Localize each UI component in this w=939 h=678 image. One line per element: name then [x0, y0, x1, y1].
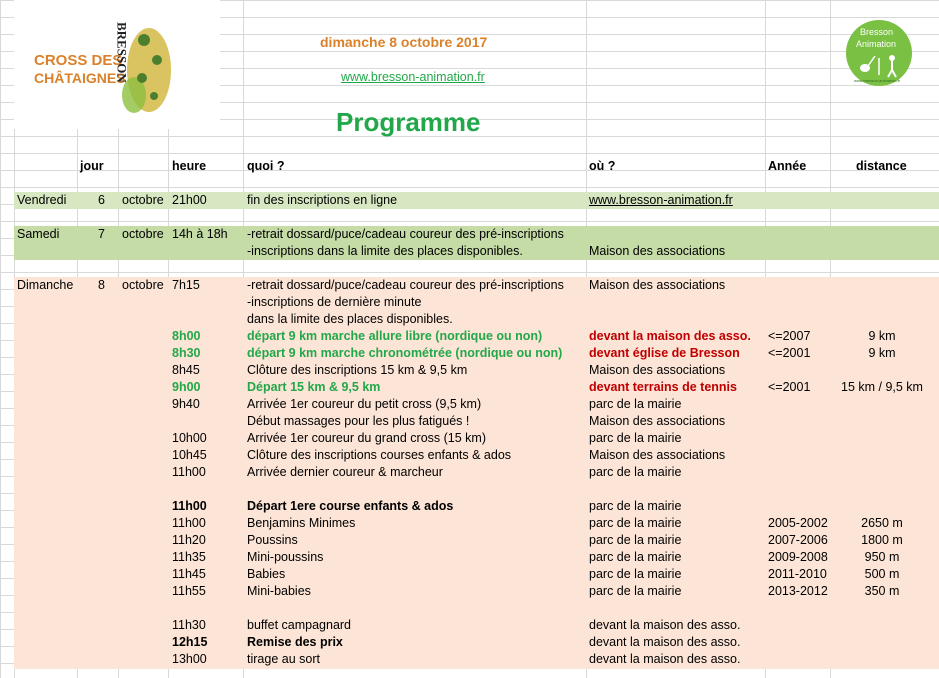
- cell-month[interactable]: [122, 430, 166, 447]
- cell-day[interactable]: [17, 532, 75, 549]
- cell-year[interactable]: [768, 243, 830, 260]
- cell-num[interactable]: [82, 532, 105, 549]
- cell-month[interactable]: [122, 566, 166, 583]
- cell-what[interactable]: tirage au sort: [247, 652, 320, 666]
- cell-time[interactable]: 8h00: [172, 329, 201, 343]
- cell-what[interactable]: buffet campagnard: [247, 618, 352, 632]
- cell-day[interactable]: [17, 430, 75, 447]
- svg-text:Bresson: Bresson: [860, 27, 894, 37]
- cell-dist[interactable]: [830, 243, 934, 260]
- cell-dist[interactable]: [830, 617, 934, 634]
- cell-where[interactable]: [589, 600, 765, 617]
- cell-year[interactable]: <=2001: [768, 380, 811, 394]
- cell-dist[interactable]: [830, 634, 934, 651]
- cell-num[interactable]: 7: [98, 227, 105, 241]
- cell-time[interactable]: 11h00: [172, 465, 206, 479]
- cell-dist[interactable]: 9 km: [868, 329, 896, 343]
- cell-time[interactable]: 8h30: [172, 346, 201, 360]
- cell-day[interactable]: [17, 243, 75, 260]
- cell-dist[interactable]: [830, 226, 934, 243]
- cell-num[interactable]: [82, 413, 105, 430]
- cell-time[interactable]: 9h00: [172, 380, 201, 394]
- cell-dist[interactable]: 350 m: [864, 584, 900, 598]
- cell-what[interactable]: Début massages pour les plus fatigués !: [247, 414, 470, 428]
- cell-what[interactable]: -inscriptions dans la limite des places disponibles.: [247, 244, 523, 258]
- cell-year[interactable]: [768, 430, 830, 447]
- svg-text:www.bresson-animation.fr: www.bresson-animation.fr: [854, 78, 901, 83]
- cell-dist[interactable]: 15 km / 9,5 km: [841, 380, 923, 394]
- cell-dist[interactable]: 500 m: [864, 567, 900, 581]
- cell-month[interactable]: [122, 328, 166, 345]
- cell-where[interactable]: devant terrains de tennis: [589, 380, 737, 394]
- cell-where[interactable]: parc de la mairie: [589, 465, 682, 479]
- col-header-jour: jour: [80, 159, 104, 173]
- cell-where[interactable]: parc de la mairie: [589, 533, 682, 547]
- cell-where[interactable]: www.bresson-animation.fr: [589, 193, 733, 207]
- cell-time[interactable]: 11h00: [172, 516, 206, 530]
- cell-year[interactable]: [768, 464, 830, 481]
- cell-year[interactable]: [768, 226, 830, 243]
- cell-year[interactable]: [768, 277, 830, 294]
- cell-month[interactable]: [122, 481, 166, 498]
- cell-what[interactable]: départ 9 km marche allure libre (nordique ou non): [247, 329, 543, 343]
- cell-year[interactable]: [768, 413, 830, 430]
- cell-where[interactable]: Maison des associations: [589, 363, 726, 377]
- cell-where[interactable]: [589, 311, 765, 328]
- cell-time[interactable]: 21h00: [172, 193, 207, 207]
- cell-where[interactable]: devant la maison des asso.: [589, 329, 751, 343]
- cell-num[interactable]: [82, 430, 105, 447]
- cell-num[interactable]: [82, 583, 105, 600]
- cell-day[interactable]: Vendredi: [17, 193, 67, 207]
- cell-dist[interactable]: 9 km: [868, 346, 896, 360]
- cell-day[interactable]: Dimanche: [17, 278, 74, 292]
- cell-num[interactable]: [82, 243, 105, 260]
- cell-where[interactable]: Maison des associations: [589, 244, 726, 258]
- cell-year[interactable]: [768, 481, 830, 498]
- cell-where[interactable]: parc de la mairie: [589, 397, 682, 411]
- cell-time[interactable]: 11h30: [172, 618, 206, 632]
- cell-what[interactable]: Babies: [247, 567, 286, 581]
- cell-day[interactable]: [17, 464, 75, 481]
- cell-time[interactable]: [172, 481, 242, 498]
- cell-time[interactable]: [172, 294, 242, 311]
- cell-time[interactable]: 14h à 18h: [172, 227, 228, 241]
- cross-logo-image: [14, 0, 220, 129]
- cell-dist[interactable]: [830, 430, 934, 447]
- cell-time[interactable]: 11h00: [172, 499, 207, 513]
- cell-where[interactable]: devant la maison des asso.: [589, 618, 741, 632]
- cell-what[interactable]: -retrait dossard/puce/cadeau coureur des pré-inscriptions: [247, 227, 564, 241]
- cell-day[interactable]: [17, 498, 75, 515]
- cell-year[interactable]: 2009-2008: [768, 550, 828, 564]
- cell-what[interactable]: Arrivée dernier coureur & marcheur: [247, 465, 443, 479]
- cell-year[interactable]: [768, 617, 830, 634]
- cell-time[interactable]: 13h00: [172, 652, 207, 666]
- cell-time[interactable]: 11h55: [172, 584, 206, 598]
- cell-dist[interactable]: [830, 413, 934, 430]
- col-header-distance: distance: [856, 159, 907, 173]
- cell-month[interactable]: [122, 243, 166, 260]
- cell-num[interactable]: [82, 617, 105, 634]
- cell-num[interactable]: [82, 481, 105, 498]
- cell-year[interactable]: [768, 311, 830, 328]
- cell-month[interactable]: [122, 583, 166, 600]
- cell-year[interactable]: 2007-2006: [768, 533, 828, 547]
- cell-day[interactable]: [17, 345, 75, 362]
- cell-time[interactable]: 9h40: [172, 397, 200, 411]
- cell-day[interactable]: [17, 294, 75, 311]
- cell-month[interactable]: [122, 532, 166, 549]
- cell-dist[interactable]: [830, 396, 934, 413]
- cell-month[interactable]: [122, 396, 166, 413]
- cell-dist[interactable]: [830, 277, 934, 294]
- cell-num[interactable]: [82, 600, 105, 617]
- cell-what[interactable]: Poussins: [247, 533, 298, 547]
- cell-what[interactable]: [247, 600, 585, 617]
- cell-where[interactable]: Maison des associations: [589, 278, 726, 292]
- cell-month[interactable]: [122, 464, 166, 481]
- cell-num[interactable]: [82, 634, 105, 651]
- cell-num[interactable]: [82, 549, 105, 566]
- cell-month[interactable]: octobre: [122, 227, 164, 241]
- cell-time[interactable]: 7h15: [172, 278, 200, 292]
- cell-year[interactable]: 2013-2012: [768, 584, 828, 598]
- cell-day[interactable]: [17, 566, 75, 583]
- website-link[interactable]: www.bresson-animation.fr: [341, 70, 485, 84]
- cell-what[interactable]: Départ 1ere course enfants & ados: [247, 499, 454, 513]
- cell-time[interactable]: 8h45: [172, 363, 200, 377]
- cell-time[interactable]: 10h00: [172, 431, 207, 445]
- cell-dist[interactable]: [830, 600, 934, 617]
- cell-year[interactable]: 2005-2002: [768, 516, 828, 530]
- cell-what[interactable]: Arrivée 1er coureur du petit cross (9,5 km): [247, 397, 482, 411]
- cell-day[interactable]: Samedi: [17, 227, 60, 241]
- cell-day[interactable]: [17, 634, 75, 651]
- cell-time[interactable]: [172, 243, 242, 260]
- cell-month[interactable]: octobre: [122, 193, 164, 207]
- cell-day[interactable]: [17, 515, 75, 532]
- cell-num[interactable]: 6: [98, 193, 105, 207]
- col-header-quoi: quoi ?: [247, 159, 285, 173]
- cell-where[interactable]: parc de la mairie: [589, 567, 682, 581]
- col-header-ou: où ?: [589, 159, 616, 173]
- cell-year[interactable]: [768, 192, 830, 209]
- cell-dist[interactable]: 950 m: [864, 550, 900, 564]
- cell-where[interactable]: [589, 481, 765, 498]
- cell-num[interactable]: [82, 345, 105, 362]
- cell-month[interactable]: [122, 345, 166, 362]
- cross-logo: [14, 0, 220, 129]
- svg-text:CROSS DES: CROSS DES: [34, 52, 123, 69]
- cell-year[interactable]: 2011-2010: [768, 567, 827, 581]
- cell-dist[interactable]: [830, 447, 934, 464]
- cell-dist[interactable]: [830, 481, 934, 498]
- cell-month[interactable]: [122, 311, 166, 328]
- cell-what[interactable]: dans la limite des places disponibles.: [247, 312, 453, 326]
- cell-dist[interactable]: [830, 294, 934, 311]
- cell-where[interactable]: devant la maison des asso.: [589, 635, 741, 649]
- cell-where[interactable]: parc de la mairie: [589, 516, 682, 530]
- cell-day[interactable]: [17, 396, 75, 413]
- cell-month[interactable]: [122, 362, 166, 379]
- cell-what[interactable]: -inscriptions de dernière minute: [247, 295, 422, 309]
- cell-where[interactable]: devant la maison des asso.: [589, 652, 741, 666]
- cell-what[interactable]: Arrivée 1er coureur du grand cross (15 km): [247, 431, 486, 445]
- cell-num[interactable]: [82, 566, 105, 583]
- svg-text:BRESSON: BRESSON: [114, 22, 130, 83]
- cell-what[interactable]: Clôture des inscriptions 15 km & 9,5 km: [247, 363, 468, 377]
- cell-what[interactable]: Mini-babies: [247, 584, 311, 598]
- cell-month[interactable]: [122, 498, 166, 515]
- cell-day[interactable]: [17, 481, 75, 498]
- cell-dist[interactable]: 2650 m: [861, 516, 903, 530]
- svg-text:Animation: Animation: [856, 39, 897, 49]
- cell-what[interactable]: Départ 15 km & 9,5 km: [247, 380, 381, 394]
- cell-day[interactable]: [17, 379, 75, 396]
- cell-month[interactable]: octobre: [122, 278, 164, 292]
- cell-time[interactable]: 11h45: [172, 567, 206, 581]
- cell-dist[interactable]: [830, 464, 934, 481]
- cell-where[interactable]: Maison des associations: [589, 448, 726, 462]
- cell-time[interactable]: 11h35: [172, 550, 206, 564]
- cell-what[interactable]: -retrait dossard/puce/cadeau coureur des pré-inscriptions: [247, 278, 564, 292]
- cell-time[interactable]: [172, 600, 242, 617]
- cell-day[interactable]: [17, 328, 75, 345]
- cell-what[interactable]: Mini-poussins: [247, 550, 324, 564]
- cell-time[interactable]: 11h20: [172, 533, 206, 547]
- svg-text:CHÂTAIGNES: CHÂTAIGNES: [34, 70, 126, 86]
- cell-month[interactable]: [122, 515, 166, 532]
- cell-num[interactable]: [82, 311, 105, 328]
- cell-num[interactable]: [82, 464, 105, 481]
- cell-where[interactable]: [589, 294, 765, 311]
- cell-what[interactable]: [247, 481, 585, 498]
- cell-month[interactable]: [122, 549, 166, 566]
- cell-year[interactable]: [768, 294, 830, 311]
- col-header-heure: heure: [172, 159, 207, 173]
- cell-day[interactable]: [17, 447, 75, 464]
- cell-dist[interactable]: [830, 498, 934, 515]
- cell-where[interactable]: parc de la mairie: [589, 499, 682, 513]
- cell-time[interactable]: [172, 413, 242, 430]
- cell-month[interactable]: [122, 600, 166, 617]
- cell-num[interactable]: [82, 651, 105, 668]
- col-header-annee: Année: [768, 159, 807, 173]
- cell-dist[interactable]: [830, 192, 934, 209]
- cell-dist[interactable]: [830, 362, 934, 379]
- cell-what[interactable]: départ 9 km marche chronométrée (nordique ou non): [247, 346, 563, 360]
- cell-where[interactable]: parc de la mairie: [589, 584, 682, 598]
- cell-year[interactable]: [768, 634, 830, 651]
- cell-month[interactable]: [122, 413, 166, 430]
- cell-what[interactable]: Benjamins Minimes: [247, 516, 356, 530]
- cell-year[interactable]: [768, 651, 830, 668]
- cell-month[interactable]: [122, 379, 166, 396]
- cell-year[interactable]: <=2007: [768, 329, 811, 343]
- event-date: dimanche 8 octobre 2017: [320, 34, 488, 50]
- cell-day[interactable]: [17, 600, 75, 617]
- cell-year[interactable]: [768, 498, 830, 515]
- cell-num[interactable]: [82, 396, 105, 413]
- cell-dist[interactable]: [830, 651, 934, 668]
- cell-day[interactable]: [17, 651, 75, 668]
- cell-num[interactable]: [82, 362, 105, 379]
- cell-year[interactable]: [768, 362, 830, 379]
- cell-year[interactable]: [768, 447, 830, 464]
- cell-where[interactable]: parc de la mairie: [589, 431, 682, 445]
- cell-time[interactable]: 12h15: [172, 635, 208, 649]
- cell-year[interactable]: <=2001: [768, 346, 811, 360]
- cell-num[interactable]: 8: [98, 278, 105, 292]
- cell-what[interactable]: fin des inscriptions en ligne: [247, 193, 398, 207]
- cell-what[interactable]: Clôture des inscriptions courses enfants & ados: [247, 448, 512, 462]
- cell-month[interactable]: [122, 617, 166, 634]
- cell-month[interactable]: [122, 294, 166, 311]
- cell-where[interactable]: Maison des associations: [589, 414, 726, 428]
- cell-num[interactable]: [82, 294, 105, 311]
- cell-year[interactable]: [768, 396, 830, 413]
- cell-num[interactable]: [82, 498, 105, 515]
- cell-time[interactable]: 10h45: [172, 448, 207, 462]
- cell-num[interactable]: [82, 447, 105, 464]
- cell-day[interactable]: [17, 583, 75, 600]
- cell-month[interactable]: [122, 651, 166, 668]
- cell-num[interactable]: [82, 515, 105, 532]
- cell-month[interactable]: [122, 634, 166, 651]
- cell-month[interactable]: [122, 447, 166, 464]
- cell-day[interactable]: [17, 413, 75, 430]
- bresson-animation-logo: [846, 20, 912, 86]
- bresson-animation-logo-image: [846, 20, 912, 86]
- page-title: Programme: [336, 107, 481, 137]
- cell-where[interactable]: parc de la mairie: [589, 550, 682, 564]
- cell-num[interactable]: [82, 379, 105, 396]
- cell-day[interactable]: [17, 549, 75, 566]
- cell-dist[interactable]: [830, 311, 934, 328]
- cell-where[interactable]: devant église de Bresson: [589, 346, 740, 360]
- cell-where[interactable]: [589, 226, 765, 243]
- cell-day[interactable]: [17, 311, 75, 328]
- cell-time[interactable]: [172, 311, 242, 328]
- cell-what[interactable]: Remise des prix: [247, 635, 343, 649]
- cell-day[interactable]: [17, 617, 75, 634]
- cell-dist[interactable]: 1800 m: [861, 533, 903, 547]
- cell-num[interactable]: [82, 328, 105, 345]
- cell-year[interactable]: [768, 600, 830, 617]
- cell-day[interactable]: [17, 362, 75, 379]
